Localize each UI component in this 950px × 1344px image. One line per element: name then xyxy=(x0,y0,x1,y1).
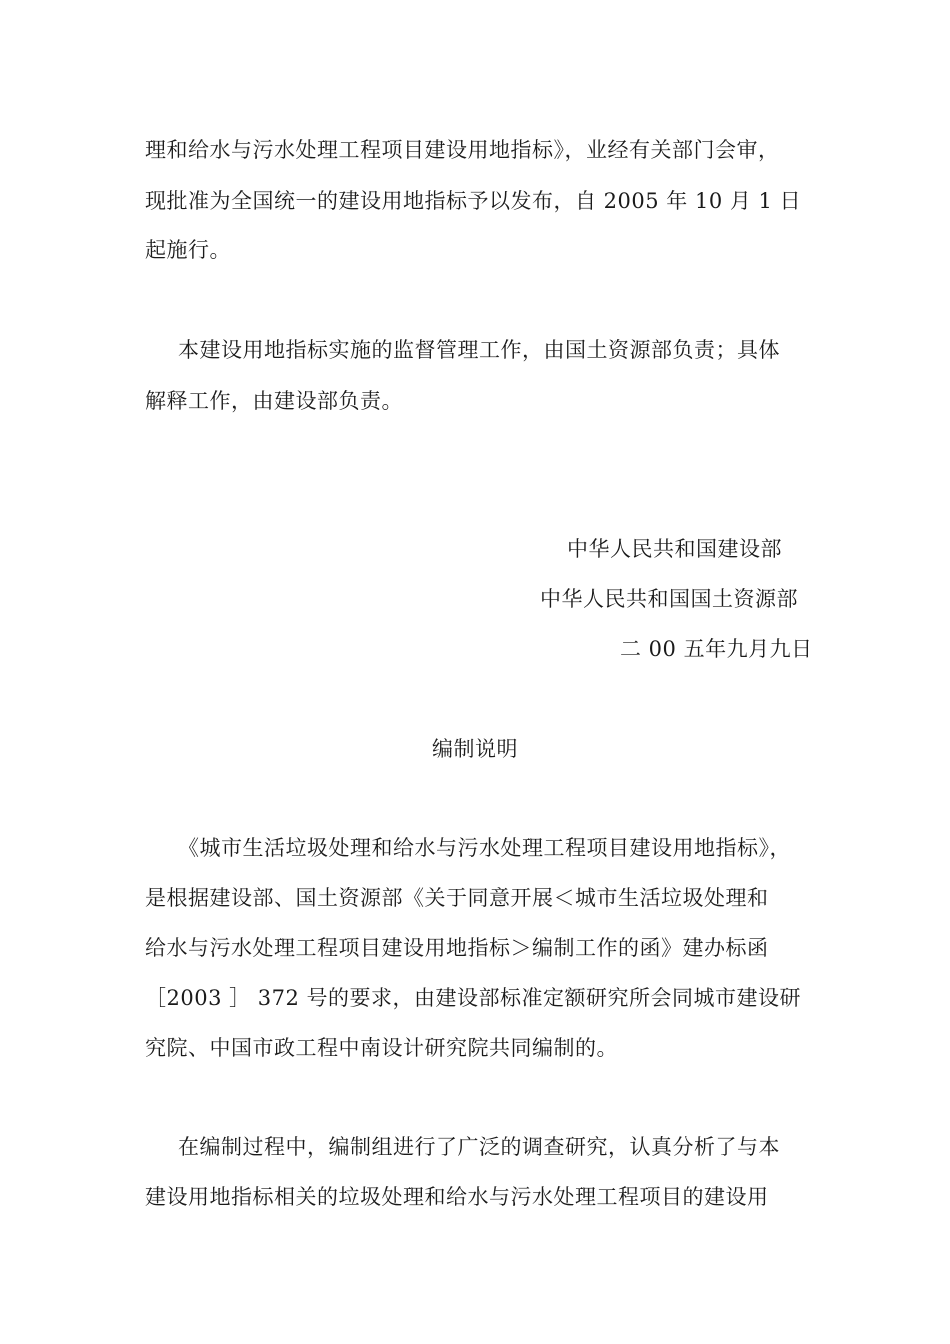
paragraph-2-line-2: 解释工作，由建设部负责。 xyxy=(145,389,403,413)
paragraph-3-line-5: 究院、中国市政工程中南设计研究院共同编制的。 xyxy=(145,1036,618,1060)
paragraph-3-line-3: 给水与污水处理工程项目建设用地指标＞编制工作的函》建办标函 xyxy=(145,936,769,960)
signature-org-construction: 中华人民共和国建设部 xyxy=(567,537,782,561)
paragraph-3-line-4: ［2003 ］ 372 号的要求，由建设部标准定额研究所会同城市建设研 xyxy=(145,986,802,1010)
paragraph-3-line-2: 是根据建设部、国土资源部《关于同意开展＜城市生活垃圾处理和 xyxy=(145,886,769,910)
paragraph-1-line-3: 起施行。 xyxy=(145,238,231,262)
signature-date: 二 00 五年九月九日 xyxy=(620,637,813,661)
paragraph-3-line-1: 《城市生活垃圾处理和给水与污水处理工程项目建设用地指标》， xyxy=(178,836,791,860)
paragraph-2-line-1: 本建设用地指标实施的监督管理工作，由国土资源部负责；具体 xyxy=(178,338,780,362)
section-title: 编制说明 xyxy=(432,737,518,761)
paragraph-1-line-2: 现批准为全国统一的建设用地指标予以发布，自 2005 年 10 月 1 日 xyxy=(145,189,802,213)
paragraph-4-line-1: 在编制过程中，编制组进行了广泛的调查研究，认真分析了与本 xyxy=(178,1135,780,1159)
paragraph-1-line-1: 理和给水与污水处理工程项目建设用地指标》，业经有关部门会审， xyxy=(145,138,780,162)
signature-org-land-resources: 中华人民共和国国土资源部 xyxy=(540,587,798,611)
paragraph-4-line-2: 建设用地指标相关的垃圾处理和给水与污水处理工程项目的建设用 xyxy=(145,1185,769,1209)
